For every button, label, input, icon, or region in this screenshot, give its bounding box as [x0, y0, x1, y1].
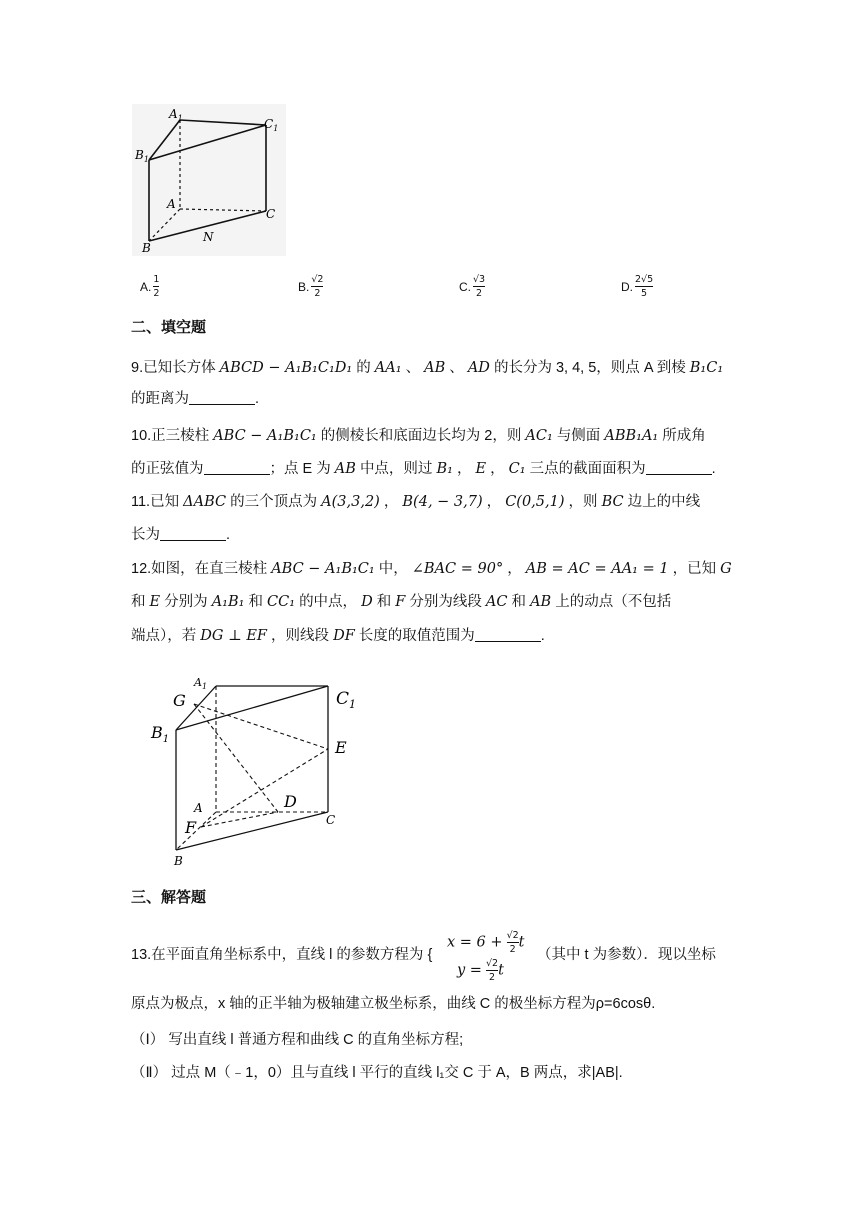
question-13-line-1-end: （其中 t 为参数）．现以坐标: [537, 947, 716, 963]
label-a1: $A_1$: [169, 107, 183, 123]
label-c1: $C_1$: [336, 689, 357, 711]
option-d: D. $\frac{2√5}{5}$: [621, 274, 654, 299]
question-13-part-1: （Ⅰ） 写出直线 l 普通方程和曲线 C 的直角坐标方程;: [131, 1032, 464, 1048]
question-9-line-1: 9.已知长方体 ABCD − A₁B₁C₁D₁ 的 AA₁ 、 AB 、 AD 的长分为 3, 4, 5，则点 A 到棱 B₁C₁: [131, 360, 724, 376]
segment-g-e: [194, 704, 328, 749]
label-b: B: [174, 854, 183, 868]
question-10-line-1: 10.正三棱柱 ABC − A₁B₁C₁ 的侧棱长和底面边长均为 2，则 AC₁ 与侧面 ABB₁A₁ 所成角: [131, 428, 706, 444]
label-n: N: [203, 230, 214, 244]
option-a: A. $\frac{1}{2}$: [140, 274, 160, 299]
section-heading-fill-in: 二、填空题: [131, 319, 207, 336]
edge-b1-c1: [176, 686, 328, 730]
question-12-line-2: 和 E 分别为 A₁B₁ 和 CC₁ 的中点， D 和 F 分别为线段 AC 和 AB 上的动点（不包括: [131, 594, 672, 610]
label-a1: $A_1$: [194, 676, 208, 691]
question-12-line-3: 端点），若 DG ⊥ EF ，则线段 DF 长度的取值范围为 .: [131, 628, 545, 644]
question-12-line-1: 12.如图，在直三棱柱 ABC − A₁B₁C₁ 中， ∠BAC = 90° ， AB = AC = AA₁ = 1 ，已知 G: [131, 561, 732, 577]
question-9-line-2: 的距离为 .: [131, 391, 260, 407]
question-11-line-2: 长为 .: [131, 527, 231, 543]
option-b: B. $\frac{√2}{2}$: [298, 274, 324, 299]
label-a: A: [194, 801, 203, 815]
label-c: C: [266, 207, 276, 221]
label-c: C: [326, 813, 336, 827]
label-b: B: [142, 241, 151, 255]
question-10-line-2: 的正弦值为 ；点 E 为 AB 中点，则过 B₁ ， E ， C₁ 三点的截面面积为 .: [131, 461, 716, 477]
label-b1: $B_1$: [135, 148, 149, 164]
label-e: E: [335, 738, 347, 757]
answer-blank: [204, 460, 270, 475]
parametric-system: x = 6 + $\frac{√2}{2}$ t y = $\frac{√2}{2}$ t: [447, 930, 525, 983]
question-13-part-2: （Ⅱ） 过点 M（﹣1，0）且与直线 l 平行的直线 l₁交 C 于 A，B 两点，求|AB|.: [131, 1065, 623, 1081]
section-heading-solutions: 三、解答题: [131, 889, 207, 906]
label-g: G: [173, 691, 186, 710]
answer-blank: [646, 460, 712, 475]
question-11-line-1: 11.已知 ΔABC 的三个顶点为 A(3,3,2) ， B(4, − 3,7) ， C(0,5,1) ，则 BC 边上的中线: [131, 494, 701, 510]
question-13-line-1: 13.在平面直角坐标系中，直线 l 的参数方程为 {: [131, 947, 433, 963]
question-13-line-2: 原点为极点，x 轴的正半轴为极轴建立极坐标系，曲线 C 的极坐标方程为ρ=6cosθ.: [131, 996, 656, 1012]
segment-f-e: [201, 749, 328, 827]
label-f: F: [185, 818, 197, 837]
label-d: D: [284, 792, 297, 811]
edge-b-c: [176, 812, 328, 850]
answer-blank: [189, 390, 255, 405]
segment-g-d: [194, 704, 278, 812]
label-a: A: [167, 197, 176, 211]
label-c1: $C_1$: [264, 117, 279, 133]
answer-blank: [160, 526, 226, 541]
label-b1: $B_1$: [151, 723, 170, 745]
segment-f-d: [201, 812, 278, 827]
prism-figure-1: [132, 104, 286, 256]
prism-figure-2: [146, 672, 366, 870]
option-c: C. $\frac{√3}{2}$: [459, 274, 486, 299]
answer-blank: [475, 627, 541, 642]
